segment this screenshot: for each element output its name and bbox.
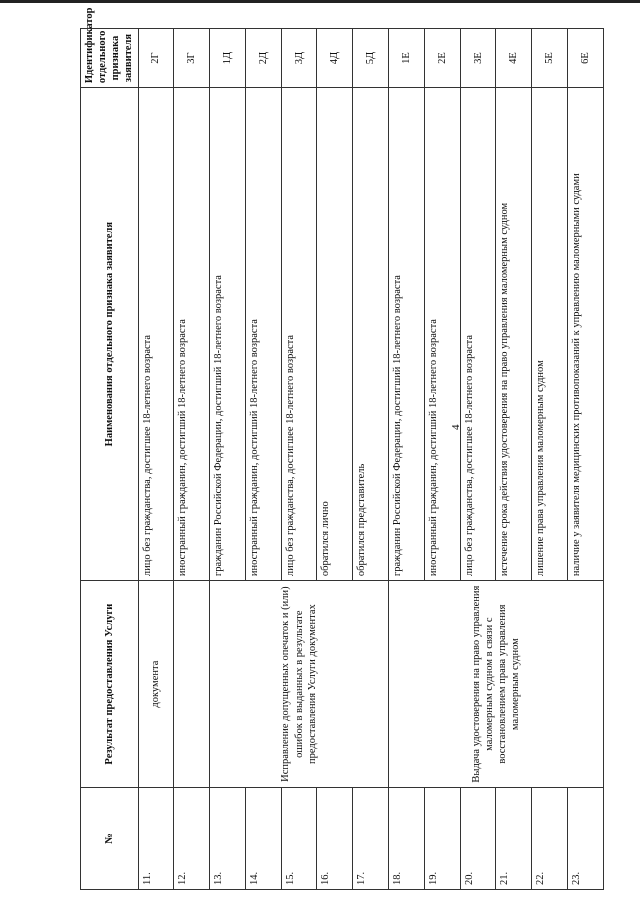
row-feature: истечение срока действия удостоверения на право управления маломерным судном xyxy=(496,88,532,581)
row-id: 3Д xyxy=(281,29,317,88)
document-table-rotated xyxy=(80,7,604,890)
header-num: № xyxy=(81,788,139,890)
row-id: 2Д xyxy=(245,29,281,88)
table-row xyxy=(389,29,425,890)
row-num: 13. xyxy=(210,788,246,890)
table-row xyxy=(210,29,246,890)
row-id: 4Д xyxy=(317,29,353,88)
row-feature: иностранный гражданин, достигший 18-летнего возраста xyxy=(245,88,281,581)
row-num: 12. xyxy=(174,788,210,890)
row-id: 6Е xyxy=(568,29,604,88)
row-feature: обратился представитель xyxy=(353,88,389,581)
row-num: 20. xyxy=(460,788,496,890)
result-cell: Исправление допущенных опечаток и (или) ошибок в выданных в результате предоставления Услуги документах xyxy=(210,581,389,788)
row-num: 23. xyxy=(568,788,604,890)
row-num: 14. xyxy=(245,788,281,890)
row-feature: наличие у заявителя медицинских противопоказаний к управлению маломерными судами xyxy=(568,88,604,581)
row-feature: иностранный гражданин, достигший 18-летнего возраста xyxy=(424,88,460,581)
row-id: 4Е xyxy=(496,29,532,88)
row-id: 3Г xyxy=(174,29,210,88)
row-num: 19. xyxy=(424,788,460,890)
table-header-row xyxy=(81,29,139,890)
row-num: 22. xyxy=(532,788,568,890)
row-id: 2Г xyxy=(138,29,174,88)
row-id: 2Е xyxy=(424,29,460,88)
row-num: 18. xyxy=(389,788,425,890)
header-id: Идентификатор отдельного признака заявителя xyxy=(81,29,139,88)
row-id: 1Е xyxy=(389,29,425,88)
row-num: 11. xyxy=(138,788,174,890)
result-cell: документа xyxy=(138,581,174,788)
applicant-features-table xyxy=(80,7,604,890)
row-num: 17. xyxy=(353,788,389,890)
row-feature: лицо без гражданства, достигшее 18-летнего возраста xyxy=(460,88,496,581)
row-num: 16. xyxy=(317,788,353,890)
table-row xyxy=(138,29,174,890)
row-id: 1Д xyxy=(210,29,246,88)
row-num: 21. xyxy=(496,788,532,890)
row-feature: лишение права управления маломерным судном xyxy=(532,88,568,581)
row-feature: гражданин Российской Федерации, достигший 18-летнего возраста xyxy=(210,88,246,581)
row-feature: обратился лично xyxy=(317,88,353,581)
result-cell-empty xyxy=(174,581,210,788)
header-name: Наименования отдельного признака заявителя xyxy=(81,88,139,581)
header-result: Результат предоставления Услуги xyxy=(81,581,139,788)
row-num: 15. xyxy=(281,788,317,890)
row-feature: лицо без гражданства, достигшее 18-летнего возраста xyxy=(138,88,174,581)
top-edge-line xyxy=(0,0,640,3)
row-feature: иностранный гражданин, достигший 18-летнего возраста xyxy=(174,88,210,581)
row-id: 5Е xyxy=(532,29,568,88)
table-row xyxy=(174,29,210,890)
page-number: 4 xyxy=(450,424,462,430)
row-id: 3Е xyxy=(460,29,496,88)
row-feature: гражданин Российской Федерации, достигший 18-летнего возраста xyxy=(389,88,425,581)
result-cell: Выдача удостоверения на право управления маломерным судном в связи с восстановлением права управления маломерным судном xyxy=(389,581,604,788)
row-feature: лицо без гражданства, достигшее 18-летнего возраста xyxy=(281,88,317,581)
row-id: 5Д xyxy=(353,29,389,88)
